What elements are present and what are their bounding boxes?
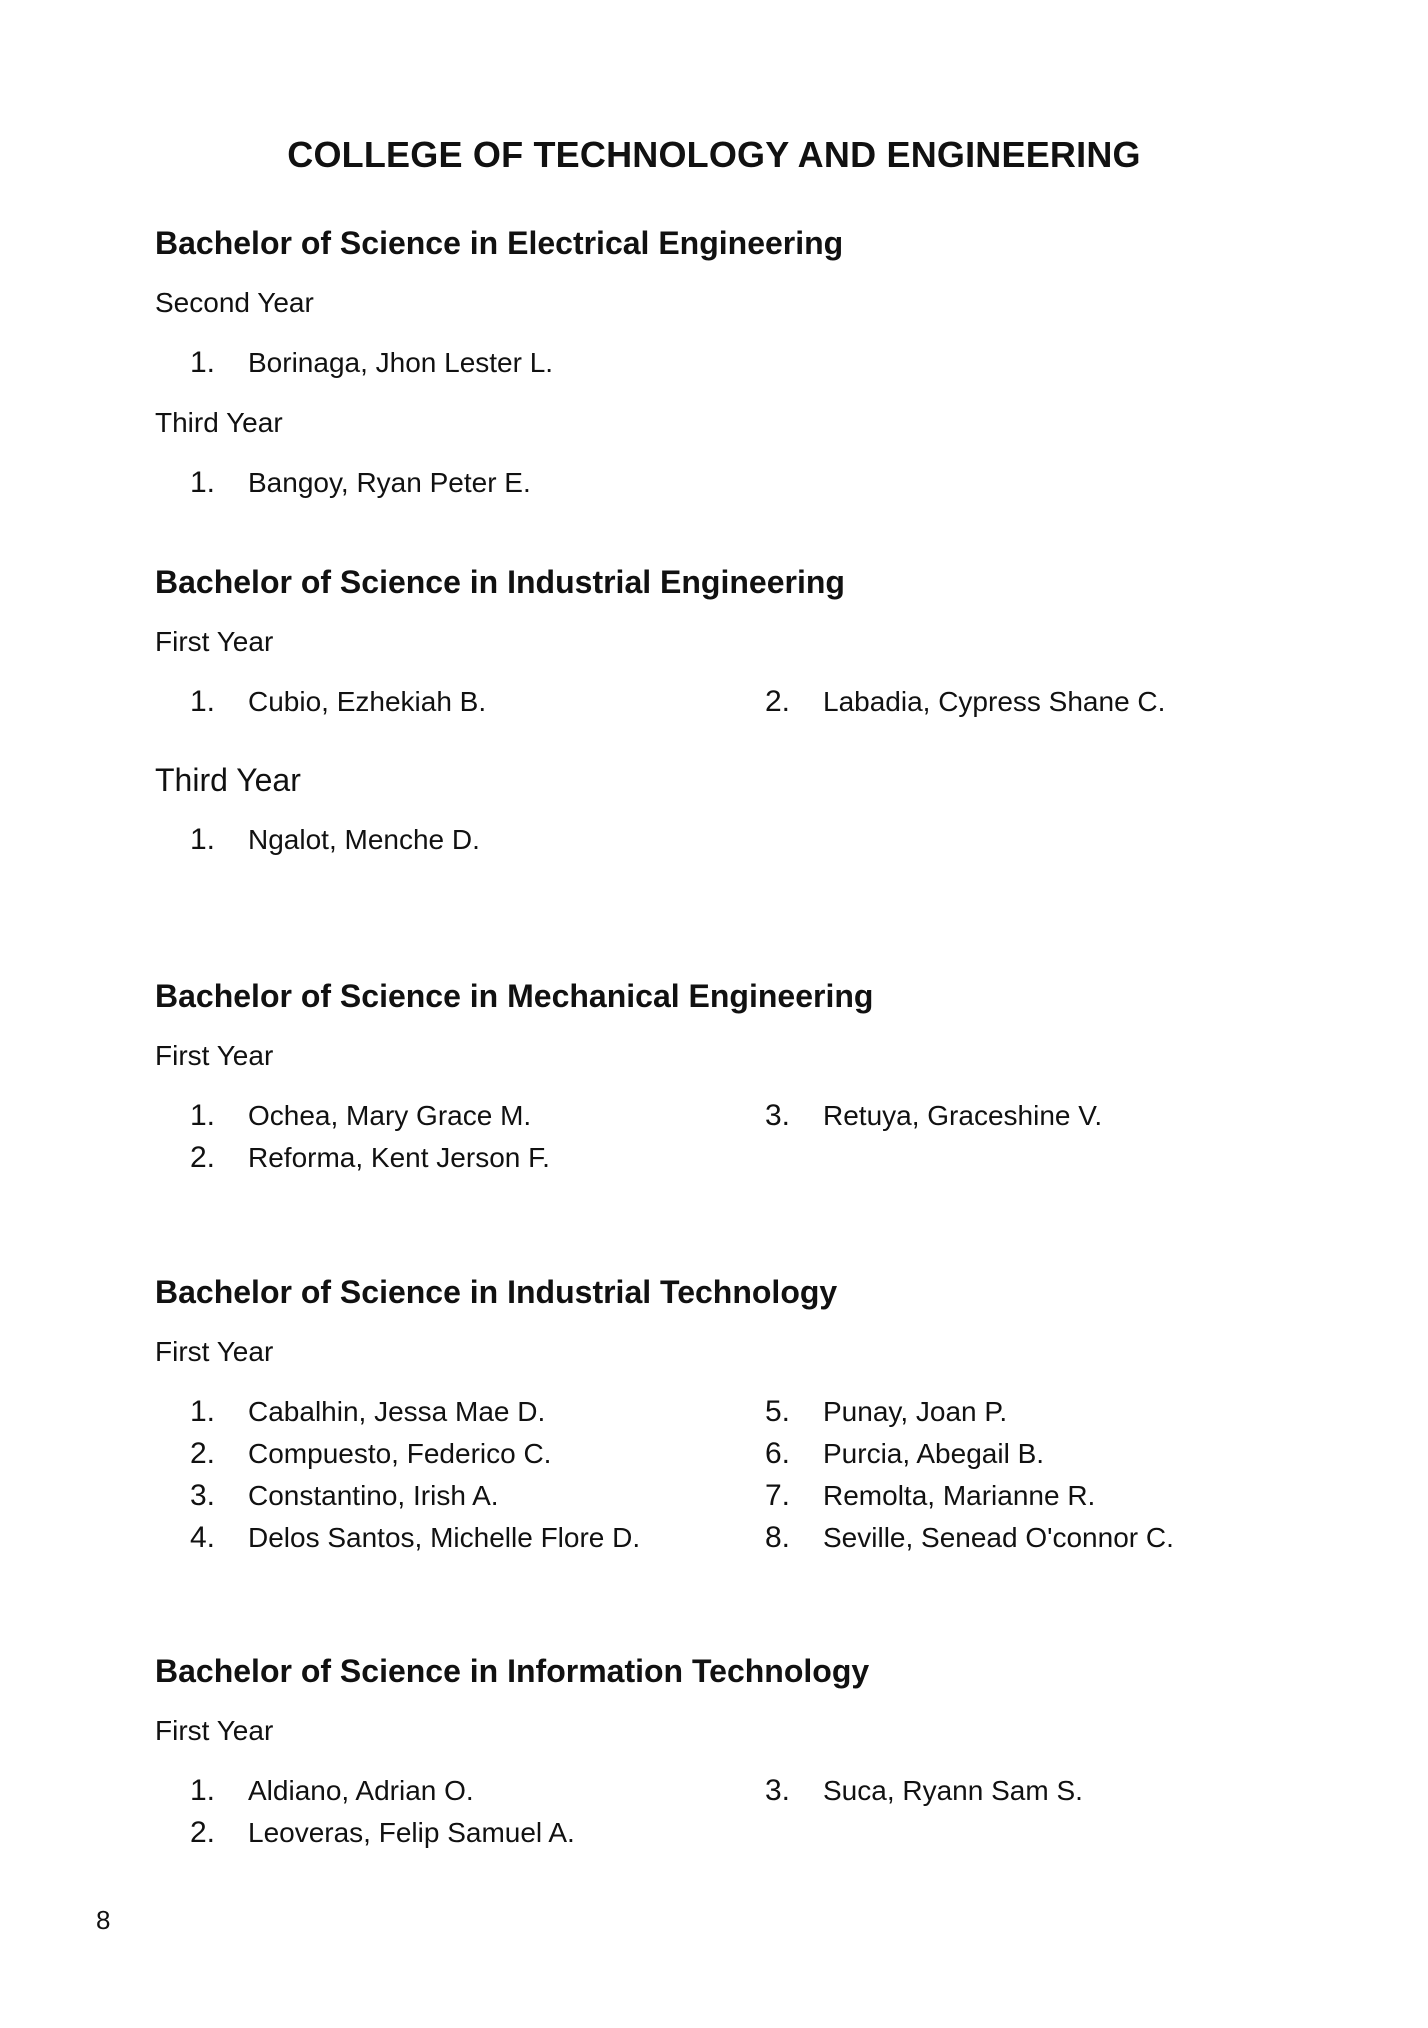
program-mechanical-engineering (155, 975, 1305, 1179)
list-item (730, 681, 1305, 723)
year-group (155, 1037, 1305, 1179)
student-name: Labadia, Cypress Shane C. (823, 686, 1166, 717)
program-title: Bachelor of Science in Mechanical Engineering (155, 978, 874, 1014)
name-column (155, 1095, 730, 1179)
student-name: Suca, Ryann Sam S. (823, 1775, 1083, 1806)
item-number: 1. (189, 685, 215, 718)
student-name: Seville, Senead O'connor C. (823, 1522, 1174, 1553)
item-number: 6. (764, 1437, 790, 1470)
student-name: Reforma, Kent Jerson F. (248, 1142, 550, 1173)
list-item (730, 1475, 1305, 1517)
list-item (730, 1517, 1305, 1559)
student-name: Constantino, Irish A. (248, 1480, 499, 1511)
name-list (155, 1095, 1305, 1179)
program-title: Bachelor of Science in Electrical Engineering (155, 225, 844, 261)
item-number: 3. (189, 1479, 215, 1512)
student-name: Retuya, Graceshine V. (823, 1100, 1103, 1131)
year-group (155, 623, 1305, 723)
student-name: Purcia, Abegail B. (823, 1438, 1045, 1469)
student-name: Punay, Joan P. (823, 1396, 1008, 1427)
item-number: 5. (764, 1395, 790, 1428)
student-name: Borinaga, Jhon Lester L. (248, 347, 554, 378)
list-item (155, 1770, 730, 1812)
name-column (730, 1391, 1305, 1559)
student-name: Aldiano, Adrian O. (248, 1775, 474, 1806)
list-item (155, 819, 745, 861)
program-title: Bachelor of Science in Information Technology (155, 1653, 870, 1689)
year-label: First Year (155, 1715, 274, 1746)
name-column (730, 681, 1305, 723)
name-list (155, 1770, 1305, 1854)
student-name: Ngalot, Menche D. (248, 824, 480, 855)
year-label: Third Year (155, 407, 283, 438)
list-item (155, 1391, 730, 1433)
item-number: 3. (764, 1099, 790, 1132)
item-number: 4. (189, 1521, 215, 1554)
program-industrial-technology (155, 1271, 1305, 1559)
program-information-technology (155, 1650, 1305, 1854)
item-number: 3. (764, 1774, 790, 1807)
item-number: 2. (764, 685, 790, 718)
student-name: Remolta, Marianne R. (823, 1480, 1096, 1511)
program-title: Bachelor of Science in Industrial Technology (155, 1274, 838, 1310)
year-group (155, 1333, 1305, 1559)
item-number: 2. (189, 1816, 215, 1849)
student-name: Compuesto, Federico C. (248, 1438, 552, 1469)
year-group (155, 404, 1305, 504)
student-name: Delos Santos, Michelle Flore D. (248, 1522, 641, 1553)
year-group (155, 1712, 1305, 1854)
name-column (155, 681, 730, 723)
name-list (155, 342, 1305, 384)
student-name: Bangoy, Ryan Peter E. (248, 467, 531, 498)
name-column (155, 1770, 730, 1854)
name-column (155, 462, 745, 504)
list-item (730, 1391, 1305, 1433)
year-label: Second Year (155, 287, 314, 318)
list-item (730, 1433, 1305, 1475)
name-list (155, 462, 1305, 504)
item-number: 2. (189, 1141, 215, 1174)
student-name: Cabalhin, Jessa Mae D. (248, 1396, 546, 1427)
list-item (730, 1095, 1305, 1137)
name-list (155, 681, 1305, 723)
student-name: Ochea, Mary Grace M. (248, 1100, 532, 1131)
year-group (155, 761, 1305, 861)
item-number: 7. (764, 1479, 790, 1512)
name-list (155, 819, 1305, 861)
list-item (155, 1137, 730, 1179)
college-title: COLLEGE OF TECHNOLOGY AND ENGINEERING (287, 134, 1141, 175)
item-number: 1. (189, 346, 215, 379)
program-electrical-engineering (155, 222, 1305, 504)
year-label: First Year (155, 626, 274, 657)
name-column (155, 342, 745, 384)
program-industrial-engineering (155, 561, 1305, 861)
item-number: 8. (764, 1521, 790, 1554)
year-label: First Year (155, 1040, 274, 1071)
name-column (730, 1095, 1305, 1179)
item-number: 1. (189, 466, 215, 499)
list-item (155, 1517, 730, 1559)
student-name: Cubio, Ezhekiah B. (248, 686, 487, 717)
list-item (155, 1095, 730, 1137)
page-number: 8 (96, 1905, 111, 1935)
name-column (730, 1770, 1305, 1854)
student-name: Leoveras, Felip Samuel A. (248, 1817, 575, 1848)
list-item (155, 1812, 730, 1854)
year-label: Third Year (155, 762, 301, 798)
item-number: 1. (189, 1774, 215, 1807)
name-column (155, 1391, 730, 1559)
list-item (155, 462, 745, 504)
list-item (155, 1475, 730, 1517)
item-number: 1. (189, 1395, 215, 1428)
item-number: 1. (189, 1099, 215, 1132)
item-number: 1. (189, 823, 215, 856)
name-list (155, 1391, 1305, 1559)
list-item (155, 681, 730, 723)
program-title: Bachelor of Science in Industrial Engineering (155, 564, 845, 600)
name-column (155, 819, 745, 861)
list-item (730, 1770, 1305, 1812)
year-label: First Year (155, 1336, 274, 1367)
year-group (155, 284, 1305, 384)
item-number: 2. (189, 1437, 215, 1470)
list-item (155, 1433, 730, 1475)
list-item (155, 342, 745, 384)
